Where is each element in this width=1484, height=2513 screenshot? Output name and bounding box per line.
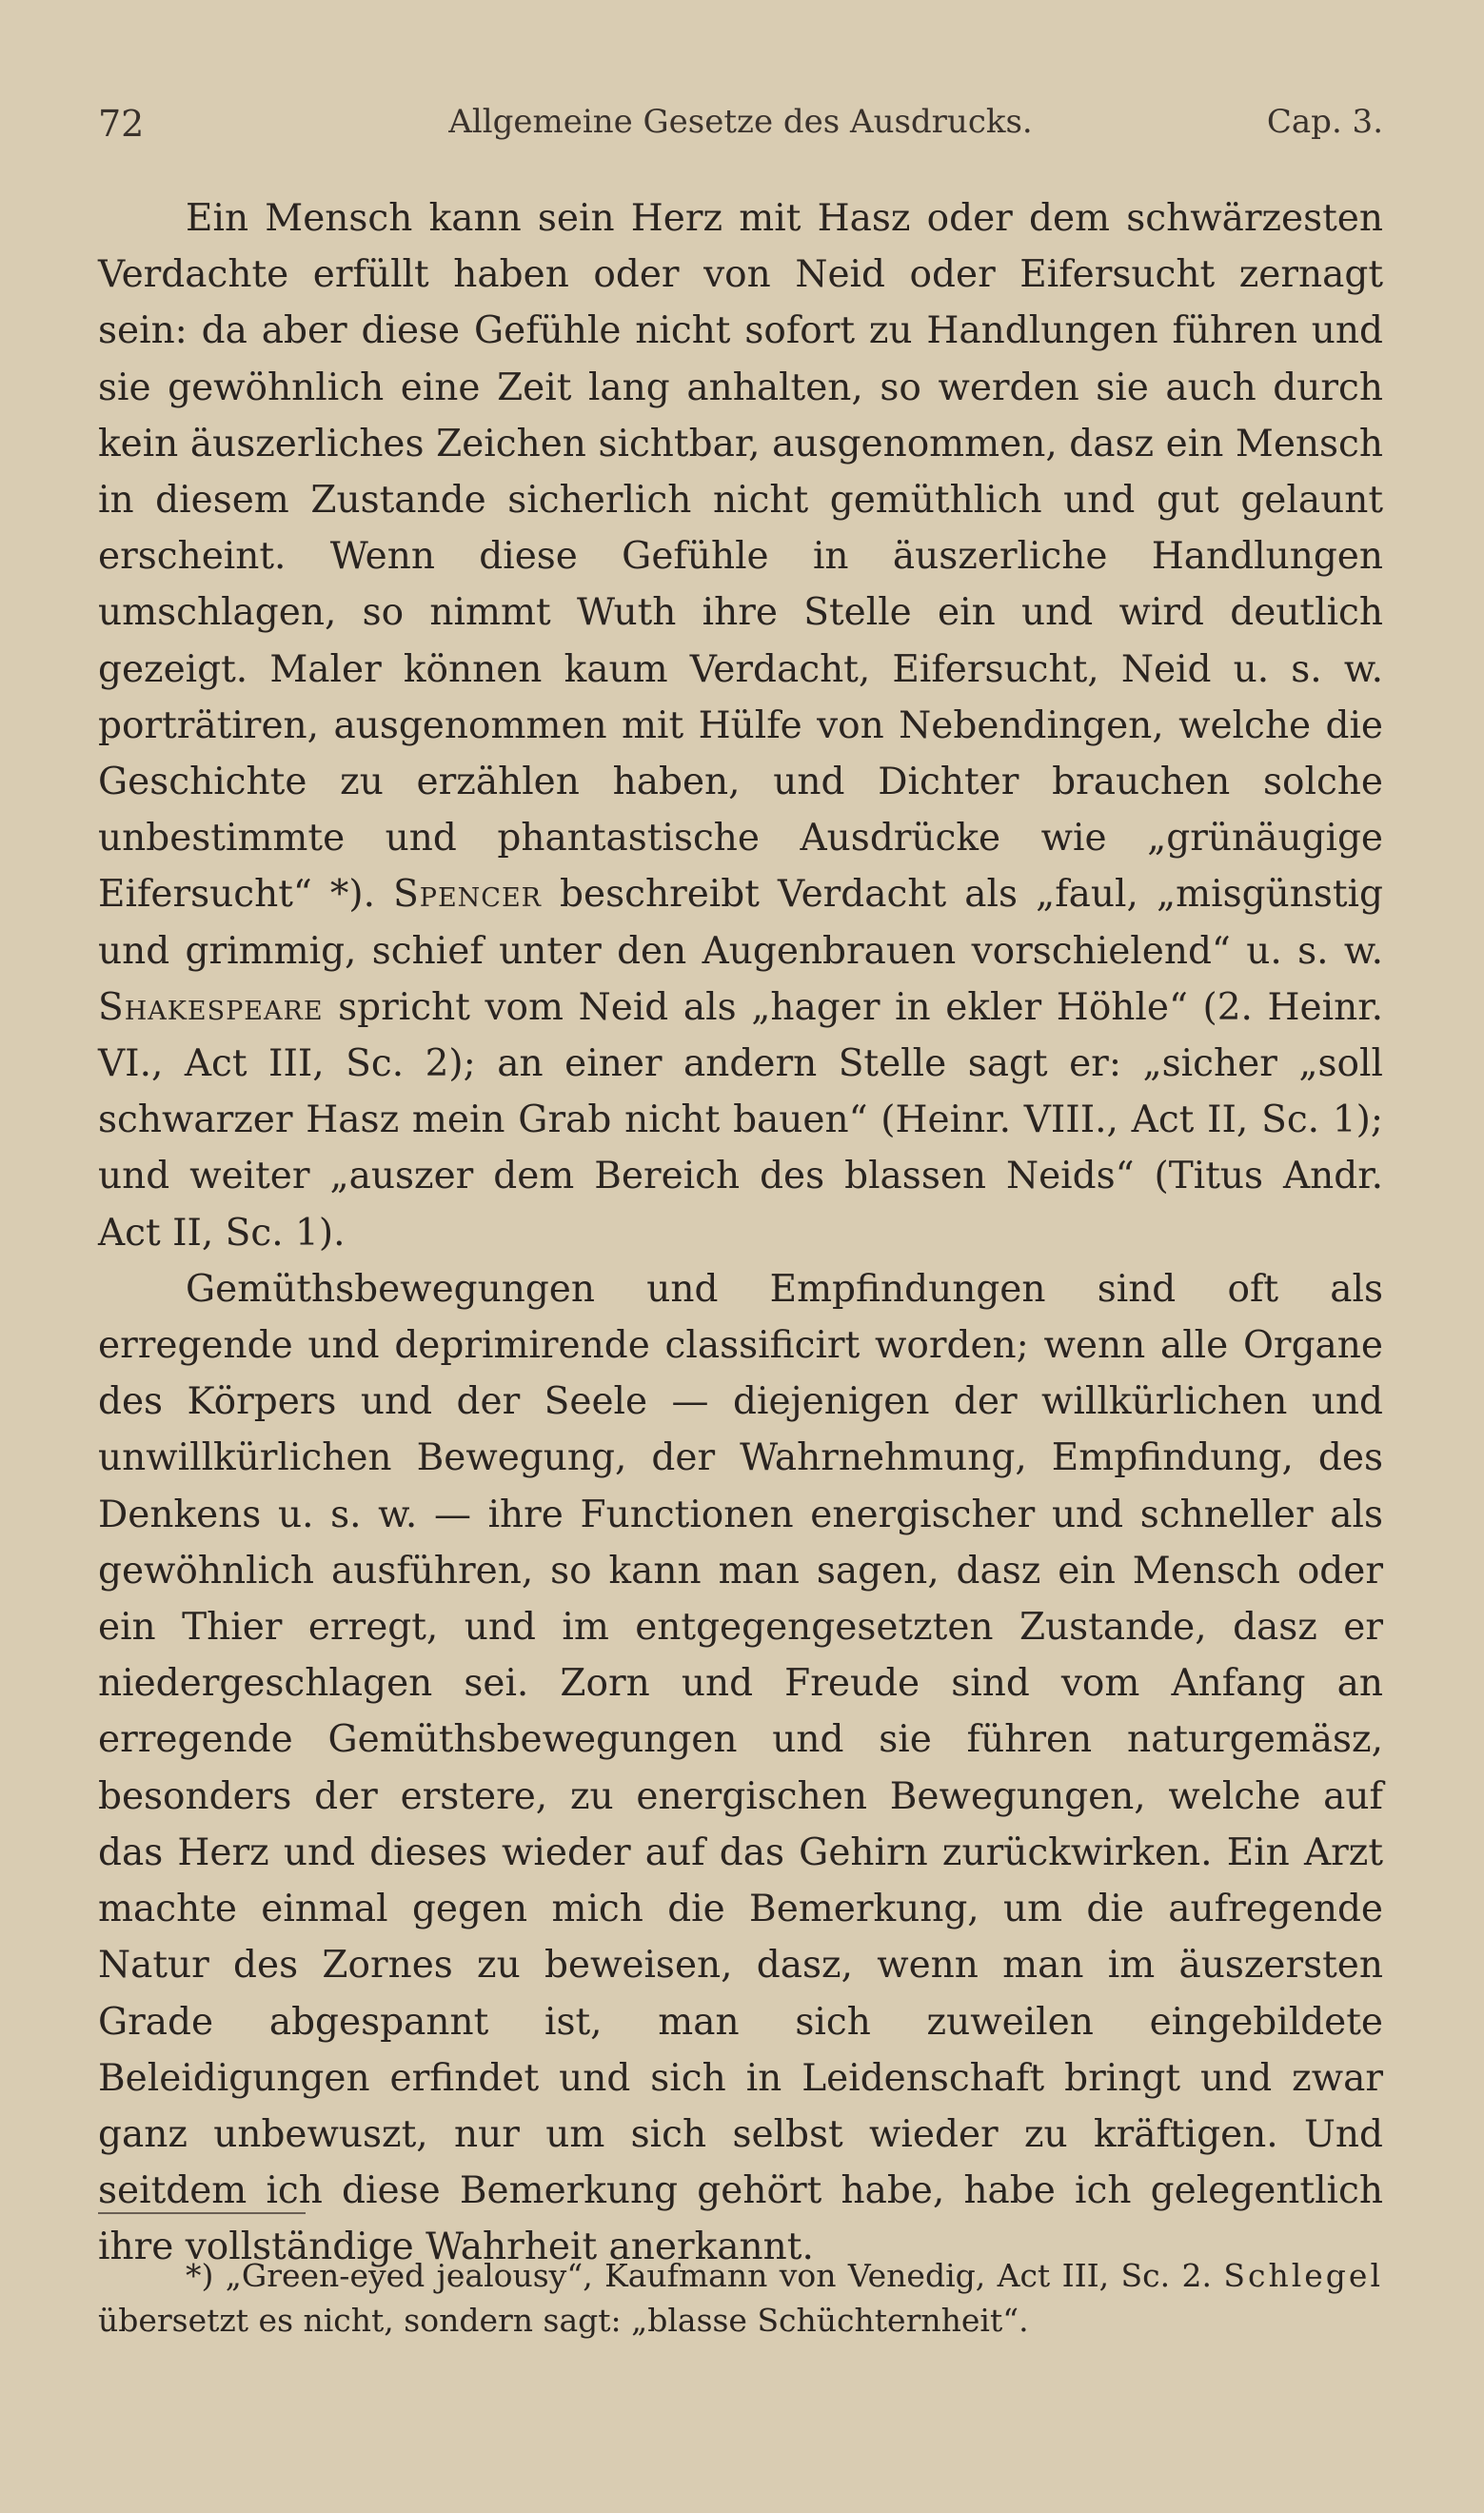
footnotes xyxy=(98,2253,1383,2343)
author-name-spencer: Spencer xyxy=(393,873,542,917)
footnote-divider xyxy=(98,2212,306,2214)
footnote-name-schlegel: Schlegel xyxy=(1223,2257,1383,2294)
main-text xyxy=(98,190,1383,2276)
footnote-1 xyxy=(98,2253,1383,2343)
paragraph-1-part-1: Ein Mensch kann sein Herz mit Hasz oder dem schwärzesten Verdachte erfüllt haben oder von Neid oder Eifersucht zernagt sein: da aber diese Gefühle nicht sofort zu Handlungen führen und sie gewöhnlich eine Zeit lang anhalten, so werden sie auch durch kein äuszerliches Zeichen sichtbar, ausgenommen, dasz ein Mensch in diesem Zustande sicherlich nicht gemüthlich und gut gelaunt erscheint. Wenn diese Gefühle in äuszerliche Handlungen umschlagen, so nimmt Wuth ihre Stelle ein und wird deutlich gezeigt. Maler können kaum Verdacht, Eifersucht, Neid u. s. w. porträtiren, ausgenommen mit Hülfe von Nebendingen, welche die Geschichte zu erzählen haben, und Dichter brauchen solche unbestimmte und phantastische Ausdrücke wie „grünäugige Eifersucht“ *). xyxy=(98,197,1383,917)
paragraph-1-part-3: spricht vom Neid als „hager in ekler Höhle“ (2. Heinr. VI., Act III, Sc. 2); an einer andern Stelle sagt er: „sicher „soll schwarzer Hasz mein Grab nicht bauen“ (Heinr. VIII., Act II, Sc. 1); und weiter „auszer dem Bereich des blassen Neids“ (Titus Andr. Act II, Sc. 1). xyxy=(98,985,1383,1255)
paragraph-1 xyxy=(98,190,1383,1261)
paragraph-2: Gemüthsbewegungen und Empfindungen sind oft als erregende und deprimirende classificirt worden; wenn alle Organe des Körpers und der Seele — diejenigen der willkürlichen und unwillkürlichen Bewegung, der Wahrnehmung, Empfindung, des Denkens u. s. w. — ihre Functionen energischer und schneller als gewöhnlich ausführen, so kann man sagen, dasz ein Mensch oder ein Thier erregt, und im entgegengesetzten Zustande, dasz er niedergeschlagen sei. Zorn und Freude sind vom Anfang an erregende Gemüthsbewegungen und sie führen naturgemäsz, besonders der erstere, zu energischen Bewegungen, welche auf das Herz und dieses wieder auf das Gehirn zurückwirken. Ein Arzt machte einmal gegen mich die Bemerkung, um die aufregende Natur des Zornes zu beweisen, dasz, wenn man im äuszersten Grade abgespannt ist, man sich zuweilen eingebildete Beleidigungen erfindet und sich in Leidenschaft bringt und zwar ganz unbewuszt, nur um sich selbst wieder zu kräftigen. Und seitdem ich diese Bemerkung gehört habe, habe ich gelegentlich ihre vollständige Wahrheit anerkannt. xyxy=(98,1267,1383,2269)
page-header xyxy=(98,103,1383,160)
running-title: Allgemeine Gesetze des Ausdrucks. xyxy=(448,103,1033,141)
page-number: 72 xyxy=(98,103,145,145)
footnote-1-part-2: übersetzt es nicht, sondern sagt: „blasse Schüchternheit“. xyxy=(98,2302,1029,2339)
author-name-shakespeare: Shakespeare xyxy=(98,985,324,1029)
paragraph-1-part-2: beschreibt Verdacht als „faul, „misgünstig und grimmig, schief unter den Augenbrauen vorschielend“ u. s. w. xyxy=(98,873,1383,973)
footnote-1-part-1: *) „Green-eyed jealousy“, Kaufmann von Venedig, Act III, Sc. 2. xyxy=(186,2257,1224,2294)
chapter-label: Cap. 3. xyxy=(1266,103,1383,141)
